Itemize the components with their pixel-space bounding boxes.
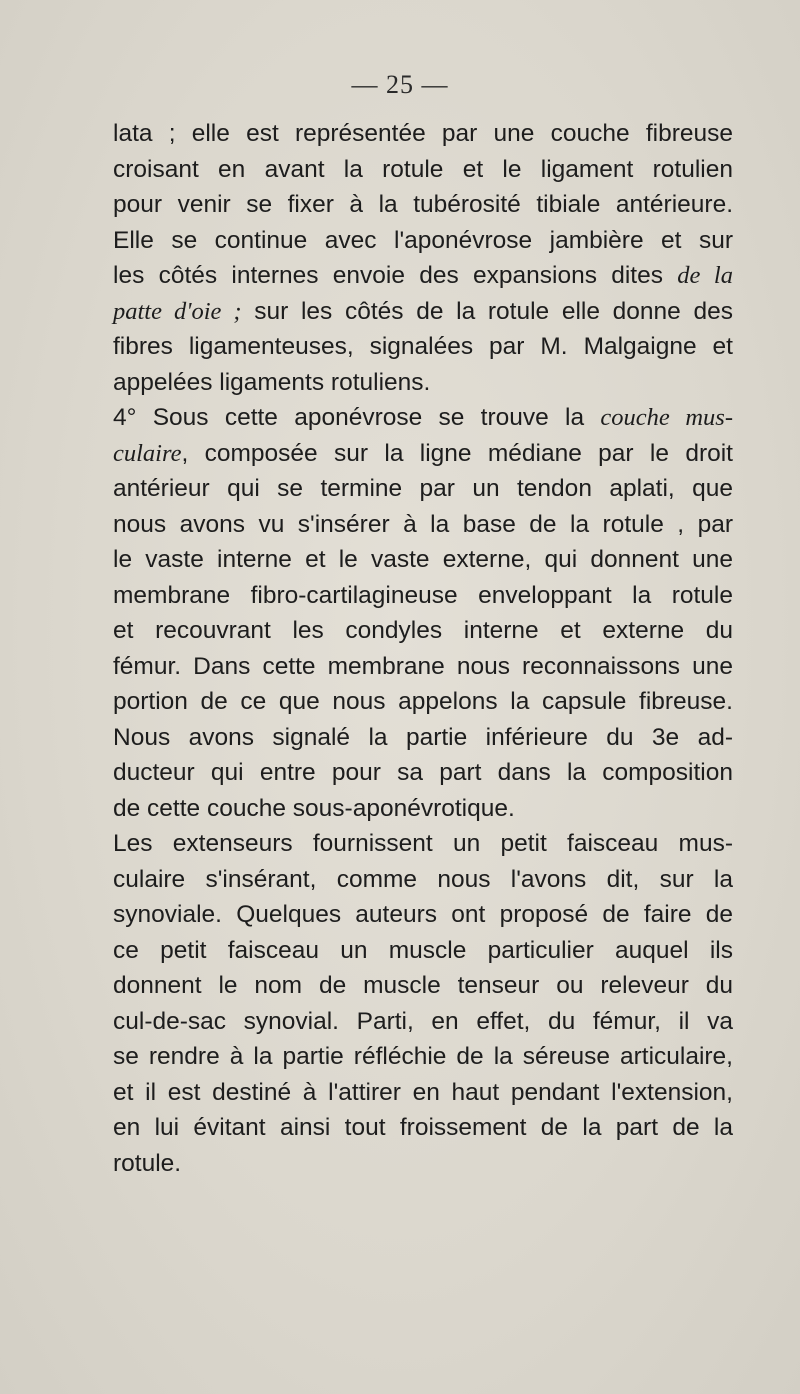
text-line <box>113 1110 733 1146</box>
text-segment: ducteur qui entre pour sa part dans la composition <box>113 759 733 786</box>
text-segment: antérieur qui se termine par un tendon aplati, que <box>113 475 733 502</box>
text-segment: le vaste interne et le vaste externe, qui donnent une <box>113 546 733 573</box>
text-segment: synoviale. Quelques auteurs ont proposé de faire de <box>113 901 733 928</box>
text-line <box>113 720 733 756</box>
text-segment: nous avons vu s'insérer à la base de la rotule , par <box>113 510 733 538</box>
text-line <box>113 294 733 330</box>
text-line <box>113 116 733 152</box>
text-segment: culaire <box>113 439 182 467</box>
text-segment: 4° Sous cette aponévrose se trouve la <box>113 404 601 431</box>
text-segment: culaire s'insérant, comme nous l'avons dit, sur la <box>113 865 733 893</box>
text-segment: Elle se continue avec l'aponévrose jambière et sur <box>113 226 733 254</box>
text-line <box>113 649 733 685</box>
text-segment: et il est destiné à l'attirer en haut pendant l'extension, <box>113 1078 733 1106</box>
text-line <box>113 755 733 791</box>
text-line <box>113 578 733 614</box>
text-line <box>113 223 733 259</box>
page-number: — 25 — <box>351 70 449 99</box>
text-segment: rotule. <box>113 1149 182 1177</box>
text-segment: Les extenseurs fournissent un petit faisceau mus- <box>113 830 733 857</box>
text-segment: lata ; elle est représentée par une couche fibreuse <box>113 120 733 147</box>
text-segment: en lui évitant ainsi tout froissement de la part de la <box>113 1114 733 1141</box>
text-segment: fémur. Dans cette membrane nous reconnaissons une <box>113 652 733 680</box>
text-line <box>113 436 733 472</box>
text-segment: cul-de-sac synovial. Parti, en effet, du fémur, il va <box>113 1007 733 1035</box>
text-line <box>113 862 733 898</box>
text-segment: sur les côtés de la rotule elle donne des <box>241 297 733 325</box>
text-segment: appelées ligaments rotuliens. <box>113 368 431 396</box>
text-segment: fibres ligamenteuses, signalées par M. Malgaigne et <box>113 333 733 360</box>
text-line <box>113 365 733 401</box>
text-segment: ce petit faisceau un muscle particulier auquel ils <box>113 936 733 964</box>
text-segment: membrane fibro-cartilagineuse enveloppant la rotule <box>113 581 733 609</box>
text-line <box>113 826 733 862</box>
text-line <box>113 1039 733 1075</box>
text-segment: patte d'oie ; <box>113 297 242 325</box>
text-line <box>113 329 733 365</box>
text-line <box>113 684 733 720</box>
text-line <box>113 1146 733 1182</box>
text-line <box>113 1004 733 1040</box>
text-segment: et recouvrant les condyles interne et externe du <box>113 617 733 644</box>
text-line <box>113 400 733 436</box>
text-line <box>113 613 733 649</box>
body-text <box>113 116 733 1181</box>
text-segment: de la <box>677 262 733 289</box>
text-segment: pour venir se fixer à la tubérosité tibiale antérieure. <box>113 191 733 218</box>
text-segment: se rendre à la partie réfléchie de la séreuse articulaire, <box>113 1043 733 1070</box>
text-line <box>113 897 733 933</box>
text-line <box>113 933 733 969</box>
text-segment: Nous avons signalé la partie inférieure du 3e ad- <box>113 723 733 751</box>
text-segment: croisant en avant la rotule et le ligament rotulien <box>113 155 733 183</box>
text-line <box>113 1075 733 1111</box>
text-line <box>113 258 733 294</box>
text-line <box>113 187 733 223</box>
text-line <box>113 507 733 543</box>
text-segment: , composée sur la ligne médiane par le droit <box>181 439 733 467</box>
text-segment: les côtés internes envoie des expansions dites <box>113 262 678 289</box>
text-line <box>113 542 733 578</box>
text-segment: de cette couche sous-aponévrotique. <box>113 794 515 822</box>
text-line <box>113 471 733 507</box>
text-segment: donnent le nom de muscle tenseur ou releveur du <box>113 972 733 999</box>
text-segment: couche mus- <box>600 404 733 431</box>
text-segment: portion de ce que nous appelons la capsule fibreuse. <box>113 688 733 715</box>
text-line <box>113 791 733 827</box>
text-line <box>113 968 733 1004</box>
text-line <box>113 152 733 188</box>
